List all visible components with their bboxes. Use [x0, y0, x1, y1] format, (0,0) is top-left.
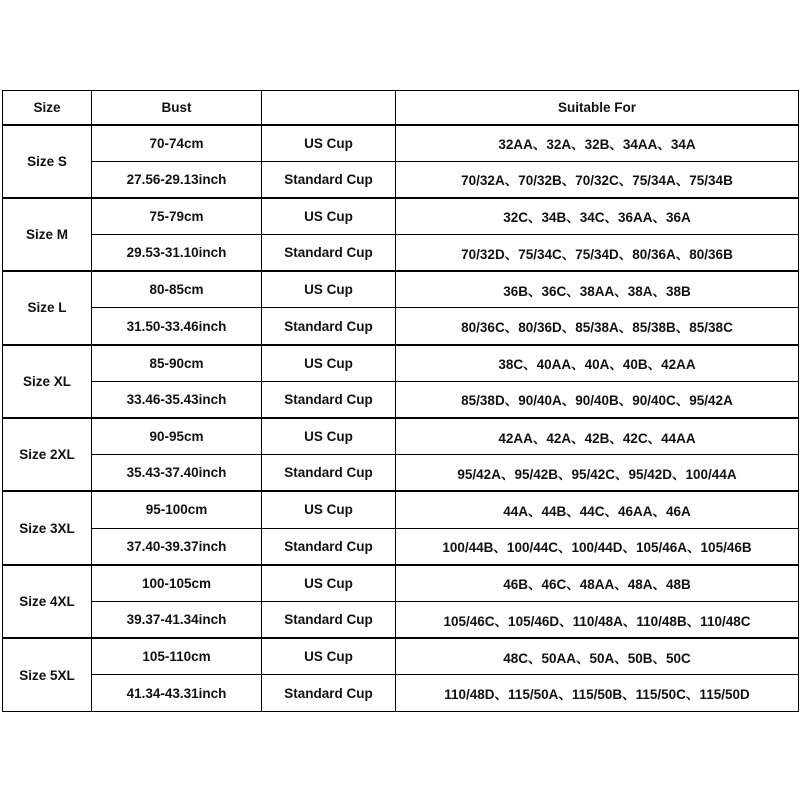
size-label: Size XL	[3, 345, 92, 418]
suitable-standard-cup: 70/32A、70/32B、70/32C、75/34A、75/34B	[396, 161, 799, 198]
bust-inch: 41.34-43.31inch	[92, 675, 262, 712]
suitable-us-cup: 42AA、42A、42B、42C、44AA	[396, 418, 799, 455]
suitable-us-cup: 38C、40AA、40A、40B、42AA	[396, 345, 799, 382]
table-row	[3, 491, 799, 528]
cup-type-us: US Cup	[262, 125, 396, 162]
table-row	[3, 455, 799, 492]
suitable-standard-cup: 80/36C、80/36D、85/38A、85/38B、85/38C	[396, 308, 799, 345]
suitable-us-cup: 32AA、32A、32B、34AA、34A	[396, 125, 799, 162]
suitable-standard-cup: 85/38D、90/40A、90/40B、90/40C、95/42A	[396, 381, 799, 418]
size-chart-table	[2, 90, 799, 712]
table-row	[3, 271, 799, 308]
table-header	[3, 91, 799, 125]
cup-type-standard: Standard Cup	[262, 455, 396, 492]
suitable-standard-cup: 110/48D、115/50A、115/50B、115/50C、115/50D	[396, 675, 799, 712]
size-group-s	[3, 125, 799, 198]
table-row	[3, 161, 799, 198]
header-bust: Bust	[92, 91, 262, 125]
size-label: Size M	[3, 198, 92, 271]
suitable-us-cup: 36B、36C、38AA、38A、38B	[396, 271, 799, 308]
bust-inch: 31.50-33.46inch	[92, 308, 262, 345]
bust-cm: 100-105cm	[92, 565, 262, 602]
cup-type-standard: Standard Cup	[262, 601, 396, 638]
table-row	[3, 638, 799, 675]
bust-cm: 70-74cm	[92, 125, 262, 162]
size-label: Size L	[3, 271, 92, 344]
suitable-standard-cup: 95/42A、95/42B、95/42C、95/42D、100/44A	[396, 455, 799, 492]
table-row	[3, 601, 799, 638]
cup-type-us: US Cup	[262, 271, 396, 308]
header-row	[3, 91, 799, 125]
table-row	[3, 418, 799, 455]
bust-cm: 90-95cm	[92, 418, 262, 455]
bust-inch: 33.46-35.43inch	[92, 381, 262, 418]
cup-type-standard: Standard Cup	[262, 161, 396, 198]
bust-inch: 37.40-39.37inch	[92, 528, 262, 565]
size-label: Size 5XL	[3, 638, 92, 711]
header-suitable-for: Suitable For	[396, 91, 799, 125]
cup-type-us: US Cup	[262, 418, 396, 455]
cup-type-us: US Cup	[262, 565, 396, 602]
table-row	[3, 565, 799, 602]
bust-inch: 35.43-37.40inch	[92, 455, 262, 492]
cup-type-standard: Standard Cup	[262, 381, 396, 418]
bust-cm: 95-100cm	[92, 491, 262, 528]
size-group-l	[3, 271, 799, 344]
bust-cm: 85-90cm	[92, 345, 262, 382]
cup-type-us: US Cup	[262, 198, 396, 235]
cup-type-standard: Standard Cup	[262, 235, 396, 272]
size-group-xl	[3, 345, 799, 418]
bust-inch: 29.53-31.10inch	[92, 235, 262, 272]
suitable-standard-cup: 105/46C、105/46D、110/48A、110/48B、110/48C	[396, 601, 799, 638]
size-group-5xl	[3, 638, 799, 711]
size-group-2xl	[3, 418, 799, 491]
suitable-standard-cup: 100/44B、100/44C、100/44D、105/46A、105/46B	[396, 528, 799, 565]
suitable-standard-cup: 70/32D、75/34C、75/34D、80/36A、80/36B	[396, 235, 799, 272]
table-row	[3, 675, 799, 712]
size-label: Size S	[3, 125, 92, 198]
size-group-4xl	[3, 565, 799, 638]
suitable-us-cup: 46B、46C、48AA、48A、48B	[396, 565, 799, 602]
table-row	[3, 198, 799, 235]
cup-type-us: US Cup	[262, 491, 396, 528]
cup-type-us: US Cup	[262, 638, 396, 675]
cup-type-standard: Standard Cup	[262, 675, 396, 712]
size-label: Size 2XL	[3, 418, 92, 491]
cup-type-us: US Cup	[262, 345, 396, 382]
bust-inch: 39.37-41.34inch	[92, 601, 262, 638]
bust-cm: 75-79cm	[92, 198, 262, 235]
cup-type-standard: Standard Cup	[262, 308, 396, 345]
table-row	[3, 125, 799, 162]
bust-inch: 27.56-29.13inch	[92, 161, 262, 198]
table-row	[3, 345, 799, 382]
bust-cm: 105-110cm	[92, 638, 262, 675]
suitable-us-cup: 32C、34B、34C、36AA、36A	[396, 198, 799, 235]
table-row	[3, 308, 799, 345]
suitable-us-cup: 48C、50AA、50A、50B、50C	[396, 638, 799, 675]
table-row	[3, 528, 799, 565]
size-group-3xl	[3, 491, 799, 564]
size-label: Size 4XL	[3, 565, 92, 638]
size-group-m	[3, 198, 799, 271]
size-label: Size 3XL	[3, 491, 92, 564]
cup-type-standard: Standard Cup	[262, 528, 396, 565]
suitable-us-cup: 44A、44B、44C、46AA、46A	[396, 491, 799, 528]
table-row	[3, 381, 799, 418]
bust-cm: 80-85cm	[92, 271, 262, 308]
header-size: Size	[3, 91, 92, 125]
header-cup	[262, 91, 396, 125]
table-row	[3, 235, 799, 272]
